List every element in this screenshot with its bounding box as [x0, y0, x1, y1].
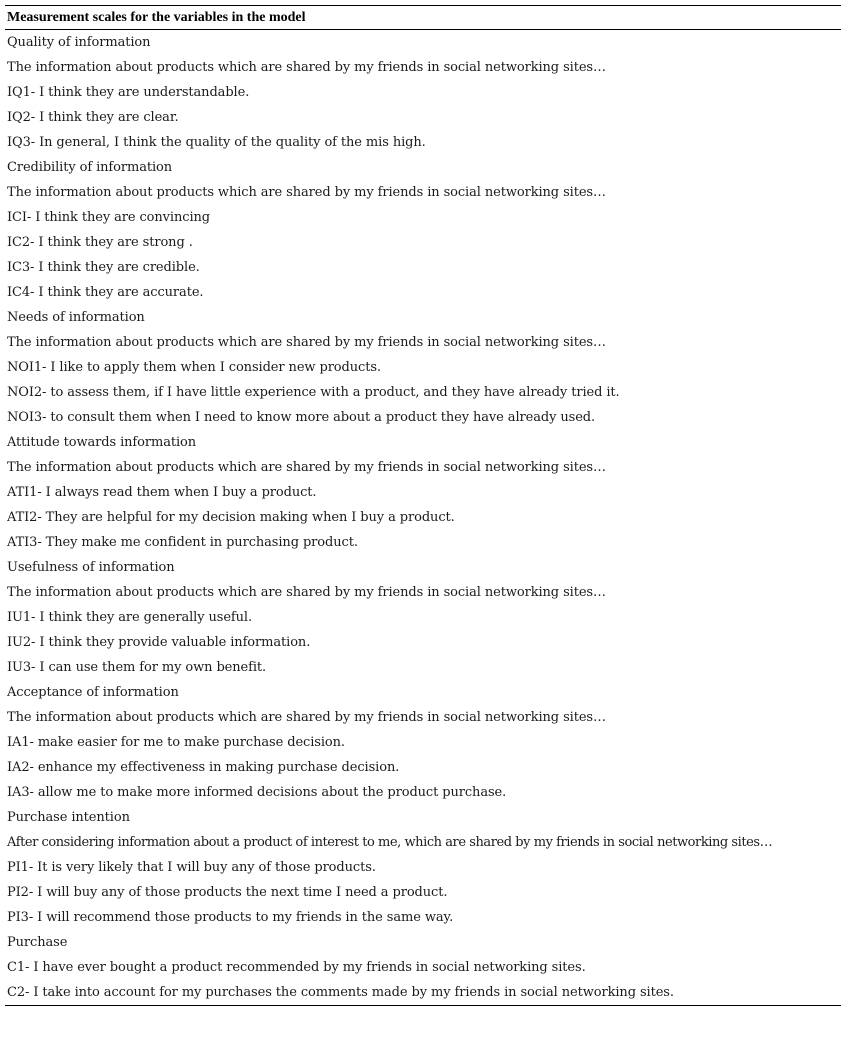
table-row: Attitude towards information	[7, 435, 197, 450]
table-row: IA2- enhance my effectiveness in making purchase decision.	[7, 760, 400, 775]
table-row: Purchase intention	[7, 810, 130, 825]
table-row: NOI3- to consult them when I need to know more about a product they have already used.	[7, 410, 596, 425]
table-row: PI1- It is very likely that I will buy any of those products.	[7, 860, 376, 875]
table-row: IQ2- I think they are clear.	[7, 110, 179, 125]
table-row: Purchase	[7, 935, 68, 950]
table-row: NOI1- I like to apply them when I consider new products.	[7, 360, 381, 375]
table-row: Acceptance of information	[7, 685, 179, 700]
table-row: Credibility of information	[7, 160, 173, 175]
table-row: After considering information about a product of interest to me, which are shared by my friends in social networking sites…	[7, 835, 773, 850]
table-row: IC2- I think they are strong .	[7, 235, 193, 250]
table-row: IA3- allow me to make more informed decisions about the product purchase.	[7, 785, 507, 800]
table-row: IU3- I can use them for my own benefit.	[7, 660, 267, 675]
table-title: Measurement scales for the variables in the model	[7, 10, 306, 25]
table-row: IC3- I think they are credible.	[7, 260, 200, 275]
table-row: ATI1- I always read them when I buy a product.	[7, 485, 317, 500]
table-row: The information about products which are shared by my friends in social networking sites…	[7, 460, 606, 475]
table-row: ATI3- They make me confident in purchasing product.	[7, 535, 358, 550]
table-row: IQ1- I think they are understandable.	[7, 85, 250, 100]
table-row: PI3- I will recommend those products to my friends in the same way.	[7, 910, 454, 925]
measurement-scales-table	[5, 5, 841, 1006]
table-row: IA1- make easier for me to make purchase decision.	[7, 735, 345, 750]
table-row: The information about products which are shared by my friends in social networking sites…	[7, 60, 606, 75]
table-row: Quality of information	[7, 35, 151, 50]
table-row: IC4- I think they are accurate.	[7, 285, 204, 300]
table-row: Needs of information	[7, 310, 145, 325]
table-row: NOI2- to assess them, if I have little experience with a product, and they have already tried it.	[7, 385, 620, 400]
table-row: C2- I take into account for my purchases the comments made by my friends in social networking sites.	[7, 985, 674, 1000]
table-row: ICI- I think they are convincing	[7, 210, 210, 225]
table-row: C1- I have ever bought a product recommended by my friends in social networking sites.	[7, 960, 586, 975]
table-row: The information about products which are shared by my friends in social networking sites…	[7, 585, 606, 600]
table-row: Usefulness of information	[7, 560, 175, 575]
table-row: IU2- I think they provide valuable information.	[7, 635, 311, 650]
table-row: The information about products which are shared by my friends in social networking sites…	[7, 710, 606, 725]
table-row: ATI2- They are helpful for my decision making when I buy a product.	[7, 510, 455, 525]
table-row: PI2- I will buy any of those products the next time I need a product.	[7, 885, 448, 900]
table-bottom-rule	[5, 1005, 841, 1006]
table-row: IU1- I think they are generally useful.	[7, 610, 252, 625]
table-body	[5, 30, 841, 1005]
table-row: The information about products which are shared by my friends in social networking sites…	[7, 185, 606, 200]
table-row: The information about products which are shared by my friends in social networking sites…	[7, 335, 606, 350]
table-row: IQ3- In general, I think the quality of the quality of the mis high.	[7, 135, 426, 150]
